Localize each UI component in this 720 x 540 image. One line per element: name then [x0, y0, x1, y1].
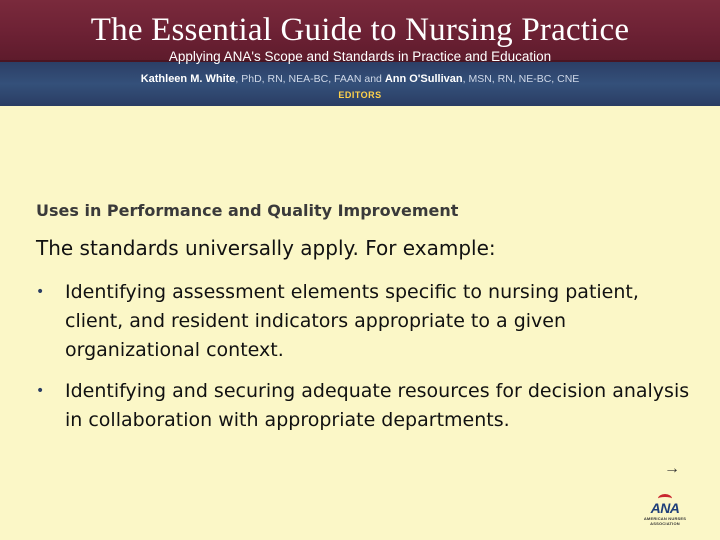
page-title: The Essential Guide to Nursing Practice [90, 12, 630, 48]
bullet-text: Identifying and securing adequate resources for decision analysis in collaboration with appropriate departments. [65, 380, 690, 431]
bullet-text: Identifying assessment elements specific to nursing patient, client, and resident indicators appropriate to a given organizational context. [65, 281, 639, 361]
bullet-icon: • [36, 284, 45, 300]
ana-logo [640, 494, 690, 534]
editors-line [0, 73, 720, 85]
bullet-icon: • [36, 383, 45, 399]
editor2-credentials: , MSN, RN, NE-BC, CNE [462, 73, 580, 85]
logo-mark: ANA [650, 500, 680, 516]
logo-line2: ASSOCIATION [650, 521, 680, 526]
editors-and: and [361, 73, 385, 85]
section-heading: Uses in Performance and Quality Improvement [36, 201, 459, 220]
bullet-item [36, 377, 696, 435]
subtitle: Applying ANA's Scope and Standards in Practice and Education [168, 49, 552, 64]
editor1-name: Kathleen M. White [140, 73, 236, 85]
editor1-credentials: , PhD, RN, NEA-BC, FAAN [235, 73, 362, 85]
editor2-name: Ann O'Sullivan [384, 73, 463, 85]
intro-text: The standards universally apply. For example: [36, 236, 496, 260]
logo-line1: AMERICAN NURSES [643, 516, 687, 521]
editors-label: EDITORS [338, 90, 382, 100]
subtitle-band [0, 49, 720, 106]
bullet-item [36, 278, 696, 365]
bullet-list [36, 278, 696, 447]
next-arrow-icon[interactable]: → [664, 460, 680, 477]
